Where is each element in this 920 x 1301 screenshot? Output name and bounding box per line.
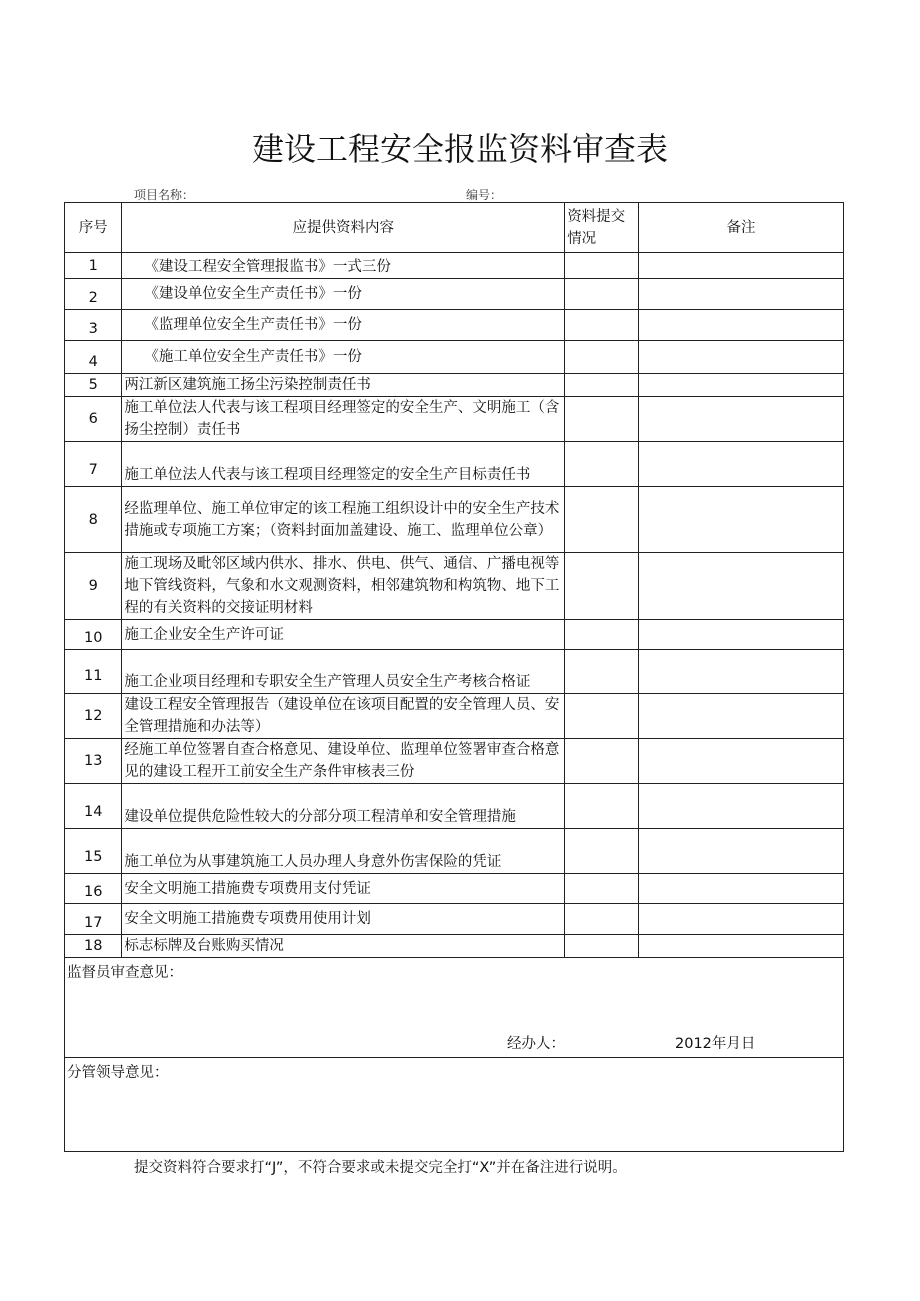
row-no: 17	[65, 904, 122, 935]
remark-cell[interactable]	[638, 784, 843, 829]
row-content: 安全文明施工措施费专项费用支付凭证	[122, 874, 565, 904]
remark-cell[interactable]	[638, 310, 843, 341]
header-remark: 备注	[638, 203, 843, 253]
table-row	[65, 620, 844, 650]
row-no: 6	[65, 397, 122, 442]
table-row	[65, 279, 844, 310]
remark-cell[interactable]	[638, 487, 843, 553]
status-cell[interactable]	[565, 553, 639, 620]
review-table	[64, 202, 844, 1152]
leader-opinion-label: 分管领导意见：	[67, 1065, 169, 1081]
table-row	[65, 650, 844, 694]
row-content: 安全文明施工措施费专项费用使用计划	[122, 904, 565, 935]
table-header-row	[65, 203, 844, 253]
remark-cell[interactable]	[638, 650, 843, 694]
row-content: 建设工程安全管理报告（建设单位在该项目配置的安全管理人员、安全管理措施和办法等）	[122, 694, 565, 739]
leader-opinion-row	[65, 1058, 844, 1152]
row-content: 施工企业项目经理和专职安全生产管理人员安全生产考核合格证	[122, 650, 565, 694]
table-row	[65, 904, 844, 935]
row-content: 《建设工程安全管理报监书》一式三份	[122, 253, 565, 279]
status-cell[interactable]	[565, 620, 639, 650]
header-no: 序号	[65, 203, 122, 253]
row-content: 两江新区建筑施工扬尘污染控制责任书	[122, 374, 565, 397]
remark-cell[interactable]	[638, 904, 843, 935]
status-cell[interactable]	[565, 442, 639, 487]
status-cell[interactable]	[565, 694, 639, 739]
remark-cell[interactable]	[638, 341, 843, 374]
remark-cell[interactable]	[638, 397, 843, 442]
remark-cell[interactable]	[638, 253, 843, 279]
status-cell[interactable]	[565, 874, 639, 904]
table-row	[65, 397, 844, 442]
remark-cell[interactable]	[638, 935, 843, 958]
table-row	[65, 874, 844, 904]
header-content: 应提供资料内容	[122, 203, 565, 253]
status-cell[interactable]	[565, 487, 639, 553]
table-row	[65, 253, 844, 279]
remark-cell[interactable]	[638, 620, 843, 650]
row-no: 16	[65, 874, 122, 904]
remark-cell[interactable]	[638, 694, 843, 739]
row-no: 8	[65, 487, 122, 553]
footnote: 提交资料符合要求打“J”，不符合要求或未提交完全打“X”并在备注进行说明。	[134, 1160, 627, 1176]
table-row	[65, 487, 844, 553]
status-cell[interactable]	[565, 341, 639, 374]
row-content: 施工现场及毗邻区域内供水、排水、供电、供气、通信、广播电视等地下管线资料，气象和水文观测资料，相邻建筑物和构筑物、地下工程的有关资料的交接证明材料	[122, 553, 565, 620]
page-title: 建设工程安全报监资料审查表	[251, 130, 668, 168]
remark-cell[interactable]	[638, 553, 843, 620]
row-no: 7	[65, 442, 122, 487]
row-content: 建设单位提供危险性较大的分部分项工程清单和安全管理措施	[122, 784, 565, 829]
table-row	[65, 310, 844, 341]
status-cell[interactable]	[565, 784, 639, 829]
handler-label: 经办人：	[507, 1036, 565, 1052]
table-row	[65, 935, 844, 958]
table-row	[65, 341, 844, 374]
row-content: 施工单位法人代表与该工程项目经理签定的安全生产、文明施工（含扬尘控制）责任书	[122, 397, 565, 442]
row-no: 1	[65, 253, 122, 279]
row-no: 2	[65, 279, 122, 310]
status-cell[interactable]	[565, 279, 639, 310]
row-no: 12	[65, 694, 122, 739]
supervisor-opinion-row	[65, 958, 844, 1058]
status-cell[interactable]	[565, 904, 639, 935]
table-row	[65, 442, 844, 487]
table-row	[65, 374, 844, 397]
project-name-label: 项目名称：	[134, 188, 195, 202]
row-no: 13	[65, 739, 122, 784]
row-content: 《监理单位安全生产责任书》一份	[122, 310, 565, 341]
status-cell[interactable]	[565, 374, 639, 397]
status-cell[interactable]	[565, 397, 639, 442]
status-cell[interactable]	[565, 739, 639, 784]
row-no: 14	[65, 784, 122, 829]
row-content: 施工单位为从事建筑施工人员办理人身意外伤害保险的凭证	[122, 829, 565, 874]
row-content: 施工单位法人代表与该工程项目经理签定的安全生产目标责任书	[122, 442, 565, 487]
row-no: 18	[65, 935, 122, 958]
row-no: 11	[65, 650, 122, 694]
table-row	[65, 829, 844, 874]
table-row	[65, 694, 844, 739]
row-content: 经施工单位签署自查合格意见、建设单位、监理单位签署审查合格意见的建设工程开工前安全生产条件审核表三份	[122, 739, 565, 784]
remark-cell[interactable]	[638, 874, 843, 904]
row-content: 《建设单位安全生产责任书》一份	[122, 279, 565, 310]
remark-cell[interactable]	[638, 279, 843, 310]
remark-cell[interactable]	[638, 739, 843, 784]
header-status: 资料提交情况	[565, 203, 639, 253]
row-no: 4	[65, 341, 122, 374]
status-cell[interactable]	[565, 935, 639, 958]
row-content: 施工企业安全生产许可证	[122, 620, 565, 650]
status-cell[interactable]	[565, 253, 639, 279]
row-no: 10	[65, 620, 122, 650]
date-text: 2012年月日	[675, 1036, 756, 1052]
row-no: 15	[65, 829, 122, 874]
row-no: 5	[65, 374, 122, 397]
table-row	[65, 784, 844, 829]
row-content: 经监理单位、施工单位审定的该工程施工组织设计中的安全生产技术措施或专项施工方案；（资料封面加盖建设、施工、监理单位公章）	[122, 487, 565, 553]
row-no: 9	[65, 553, 122, 620]
remark-cell[interactable]	[638, 829, 843, 874]
table-row	[65, 553, 844, 620]
status-cell[interactable]	[565, 310, 639, 341]
status-cell[interactable]	[565, 829, 639, 874]
status-cell[interactable]	[565, 650, 639, 694]
remark-cell[interactable]	[638, 374, 843, 397]
number-label: 编号：	[466, 188, 503, 202]
remark-cell[interactable]	[638, 442, 843, 487]
supervisor-opinion-label: 监督员审查意见：	[67, 965, 183, 981]
row-content: 标志标牌及台账购买情况	[122, 935, 565, 958]
leader-opinion-cell[interactable]	[65, 1058, 844, 1152]
table-row	[65, 739, 844, 784]
row-no: 3	[65, 310, 122, 341]
row-content: 《施工单位安全生产责任书》一份	[122, 341, 565, 374]
supervisor-opinion-cell[interactable]	[65, 958, 844, 1058]
